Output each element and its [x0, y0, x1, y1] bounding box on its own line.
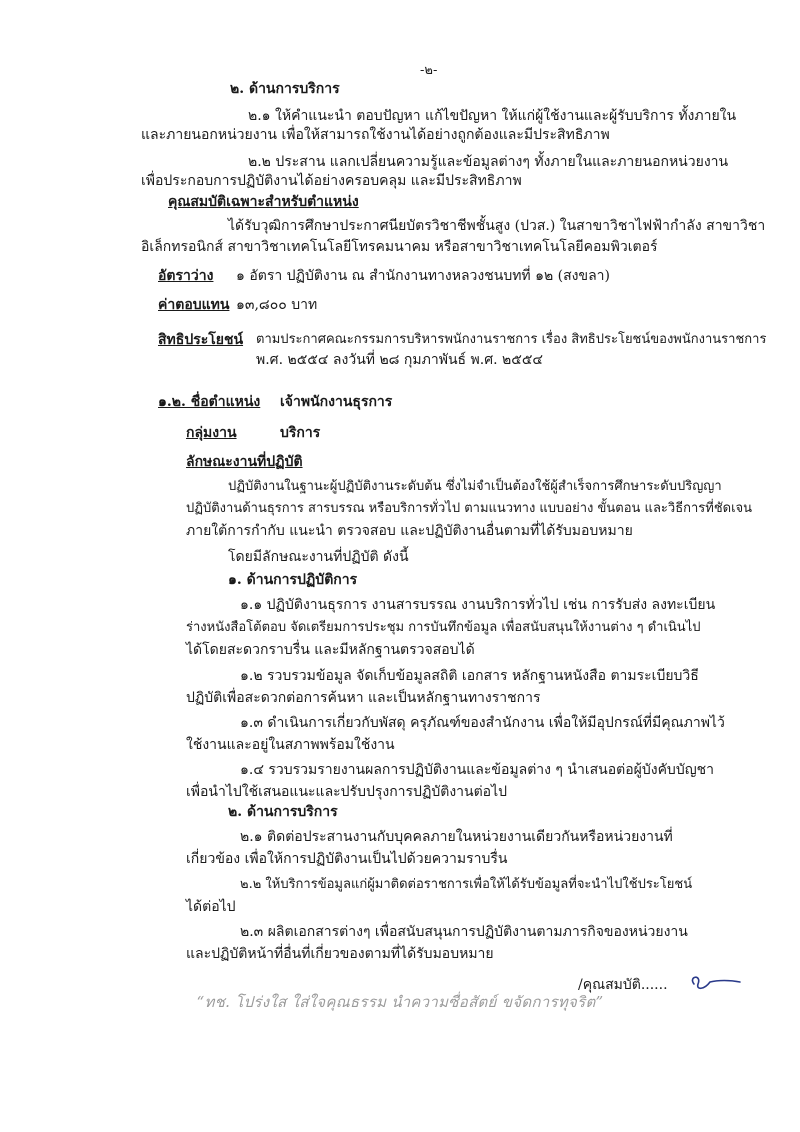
benefits-value-line1: ตามประกาศคณะกรรมการบริหารพนักงานราชการ เรื่อง สิทธิประโยชน์ของพนักงานราชการ — [256, 332, 767, 347]
paragraph-line: ปฏิบัติงานในฐานะผู้ปฏิบัติงานระดับต้น ซึ่งไม่จำเป็นต้องใช้ผู้สำเร็จการศึกษาระดับปริญญา — [228, 479, 722, 494]
vacancy-value: ๑ อัตรา ปฏิบัติงาน ณ สำนักงานทางหลวงชนบทที่ ๑๒ (สงขลา) — [236, 268, 610, 284]
paragraph-line: ๒.๑ ให้คำแนะนำ ตอบปัญหา แก้ไขปัญหา ให้แก่ผู้ใช้งานและผู้รับบริการ ทั้งภายใน — [248, 108, 737, 124]
paragraph-line: ร่างหนังสือโต้ตอบ จัดเตรียมการประชุม การบันทึกข้อมูล เพื่อสนับสนุนให้งานต่าง ๆ ดำเนินไป — [186, 620, 701, 635]
continuation-marker: /คุณสมบัติ...... — [578, 977, 668, 993]
salary-label: ค่าตอบแทน — [158, 297, 230, 313]
paragraph-line: ใช้งานและอยู่ในสภาพพร้อมใช้งาน — [186, 737, 395, 753]
paragraph-line: ๑.๒ รวบรวมข้อมูล จัดเก็บข้อมูลสถิติ เอกสาร หลักฐานหนังสือ ตามระเบียบวิธี — [240, 668, 699, 684]
paragraph-line: และปฏิบัติหน้าที่อื่นที่เกี่ยวของตามที่ได้รับมอบหมาย — [186, 946, 494, 962]
paragraph-line: ๒.๓ ผลิตเอกสารต่างๆ เพื่อสนับสนุนการปฏิบัติงานตามภารกิจของหน่วยงาน — [240, 924, 688, 940]
paragraph-line: ปฏิบัติงานด้านธุรการ สารบรรณ หรือบริการทั่วไป ตามแนวทาง แบบอย่าง ขั้นตอน และวิธีการที่ชัดเจน — [186, 501, 753, 516]
paragraph-line: ๒.๒ ให้บริการข้อมูลแก่ผู้มาติดต่อราชการเพื่อให้ได้รับข้อมูลที่จะนำไปใช้ประโยชน์ — [240, 877, 693, 892]
paragraph-line: และภายนอกหน่วยงาน เพื่อให้สามารถใช้งานได้อย่างถูกต้องและมีประสิทธิภาพ — [141, 127, 610, 143]
paragraph-line: ได้รับวุฒิการศึกษาประกาศนียบัตรวิชาชีพชั้นสูง (ปวส.) ในสาขาวิชาไฟฟ้ากำลัง สาขาวิชา — [228, 218, 766, 234]
paragraph-line: เพื่อประกอบการปฏิบัติงานได้อย่างครอบคลุม และมีประสิทธิภาพ — [141, 173, 522, 189]
paragraph-line: ได้ต่อไป — [186, 899, 236, 915]
benefits-value-line2: พ.ศ. ๒๕๕๔ ลงวันที่ ๒๘ กุมภาพันธ์ พ.ศ. ๒๕๕๔ — [256, 352, 544, 368]
section-heading: ๒. ด้านการบริการ — [230, 81, 340, 97]
paragraph-line: เกี่ยวข้อง เพื่อให้การปฏิบัติงานเป็นไปด้วยความราบรื่น — [186, 851, 508, 867]
salary-value: ๑๓,๘๐๐ บาท — [236, 297, 318, 313]
paragraph-line: ๑.๔ รวบรวมรายงานผลการปฏิบัติงานและข้อมูลต่าง ๆ นำเสนอต่อผู้บังคับบัญชา — [240, 762, 714, 778]
paragraph-line: ๒.๑ ติดต่อประสานงานกับบุคคลภายในหน่วยงานเดียวกันหรือหน่วยงานที่ — [240, 829, 673, 845]
section-heading: ๑. ด้านการปฏิบัติการ — [228, 572, 358, 588]
group-value: บริการ — [280, 425, 321, 441]
paragraph-line: ๒.๒ ประสาน แลกเปลี่ยนความรู้และข้อมูลต่างๆ ทั้งภายในและภายนอกหน่วยงาน — [248, 154, 729, 170]
qualification-heading: คุณสมบัติเฉพาะสำหรับตำแหน่ง — [168, 194, 359, 210]
position-label: ๑.๒. ชื่อตำแหน่ง — [158, 394, 261, 410]
paragraph-line: ปฏิบัติเพื่อสะดวกต่อการค้นหา และเป็นหลักฐานทางราชการ — [186, 690, 541, 706]
paragraph-line: โดยมีลักษณะงานที่ปฏิบัติ ดังนี้ — [228, 549, 409, 565]
footer-slogan: “ทช. โปร่งใส ใส่ใจคุณธรรม นำความซื่อสัตย์ ขจัดการทุจริต” — [196, 993, 604, 1011]
benefits-label: สิทธิประโยชน์ — [158, 332, 244, 348]
paragraph-line: อิเล็กทรอนิกส์ สาขาวิชาเทคโนโลยีโทรคมนาคม หรือสาขาวิชาเทคโนโลยีคอมพิวเตอร์ — [141, 239, 658, 255]
section-heading: ๒. ด้านการบริการ — [228, 804, 338, 820]
paragraph-line: ๑.๓ ดำเนินการเกี่ยวกับพัสดุ ครุภัณฑ์ของสำนักงาน เพื่อให้มีอุปกรณ์ที่มีคุณภาพไว้ — [240, 715, 725, 731]
paragraph-line: ภายใต้การกำกับ แนะนำ ตรวจสอบ และปฏิบัติงานอื่นตามที่ได้รับมอบหมาย — [186, 523, 633, 539]
paragraph-line: ได้โดยสะดวกราบรื่น และมีหลักฐานตรวจสอบได้ — [186, 642, 475, 658]
paragraph-line: เพื่อนำไปใช้เสนอแนะและปรับปรุงการปฏิบัติงานต่อไป — [186, 784, 508, 800]
position-value: เจ้าพนักงานธุรการ — [280, 394, 393, 410]
paragraph-line: ๑.๑ ปฏิบัติงานธุรการ งานสารบรรณ งานบริการทั่วไป เช่น การรับส่ง ลงทะเบียน — [240, 597, 716, 613]
page-number: -๒- — [420, 63, 438, 78]
vacancy-label: อัตราว่าง — [158, 268, 214, 284]
job-nature-heading: ลักษณะงานที่ปฏิบัติ — [186, 454, 303, 470]
group-label: กลุ่มงาน — [186, 425, 237, 441]
